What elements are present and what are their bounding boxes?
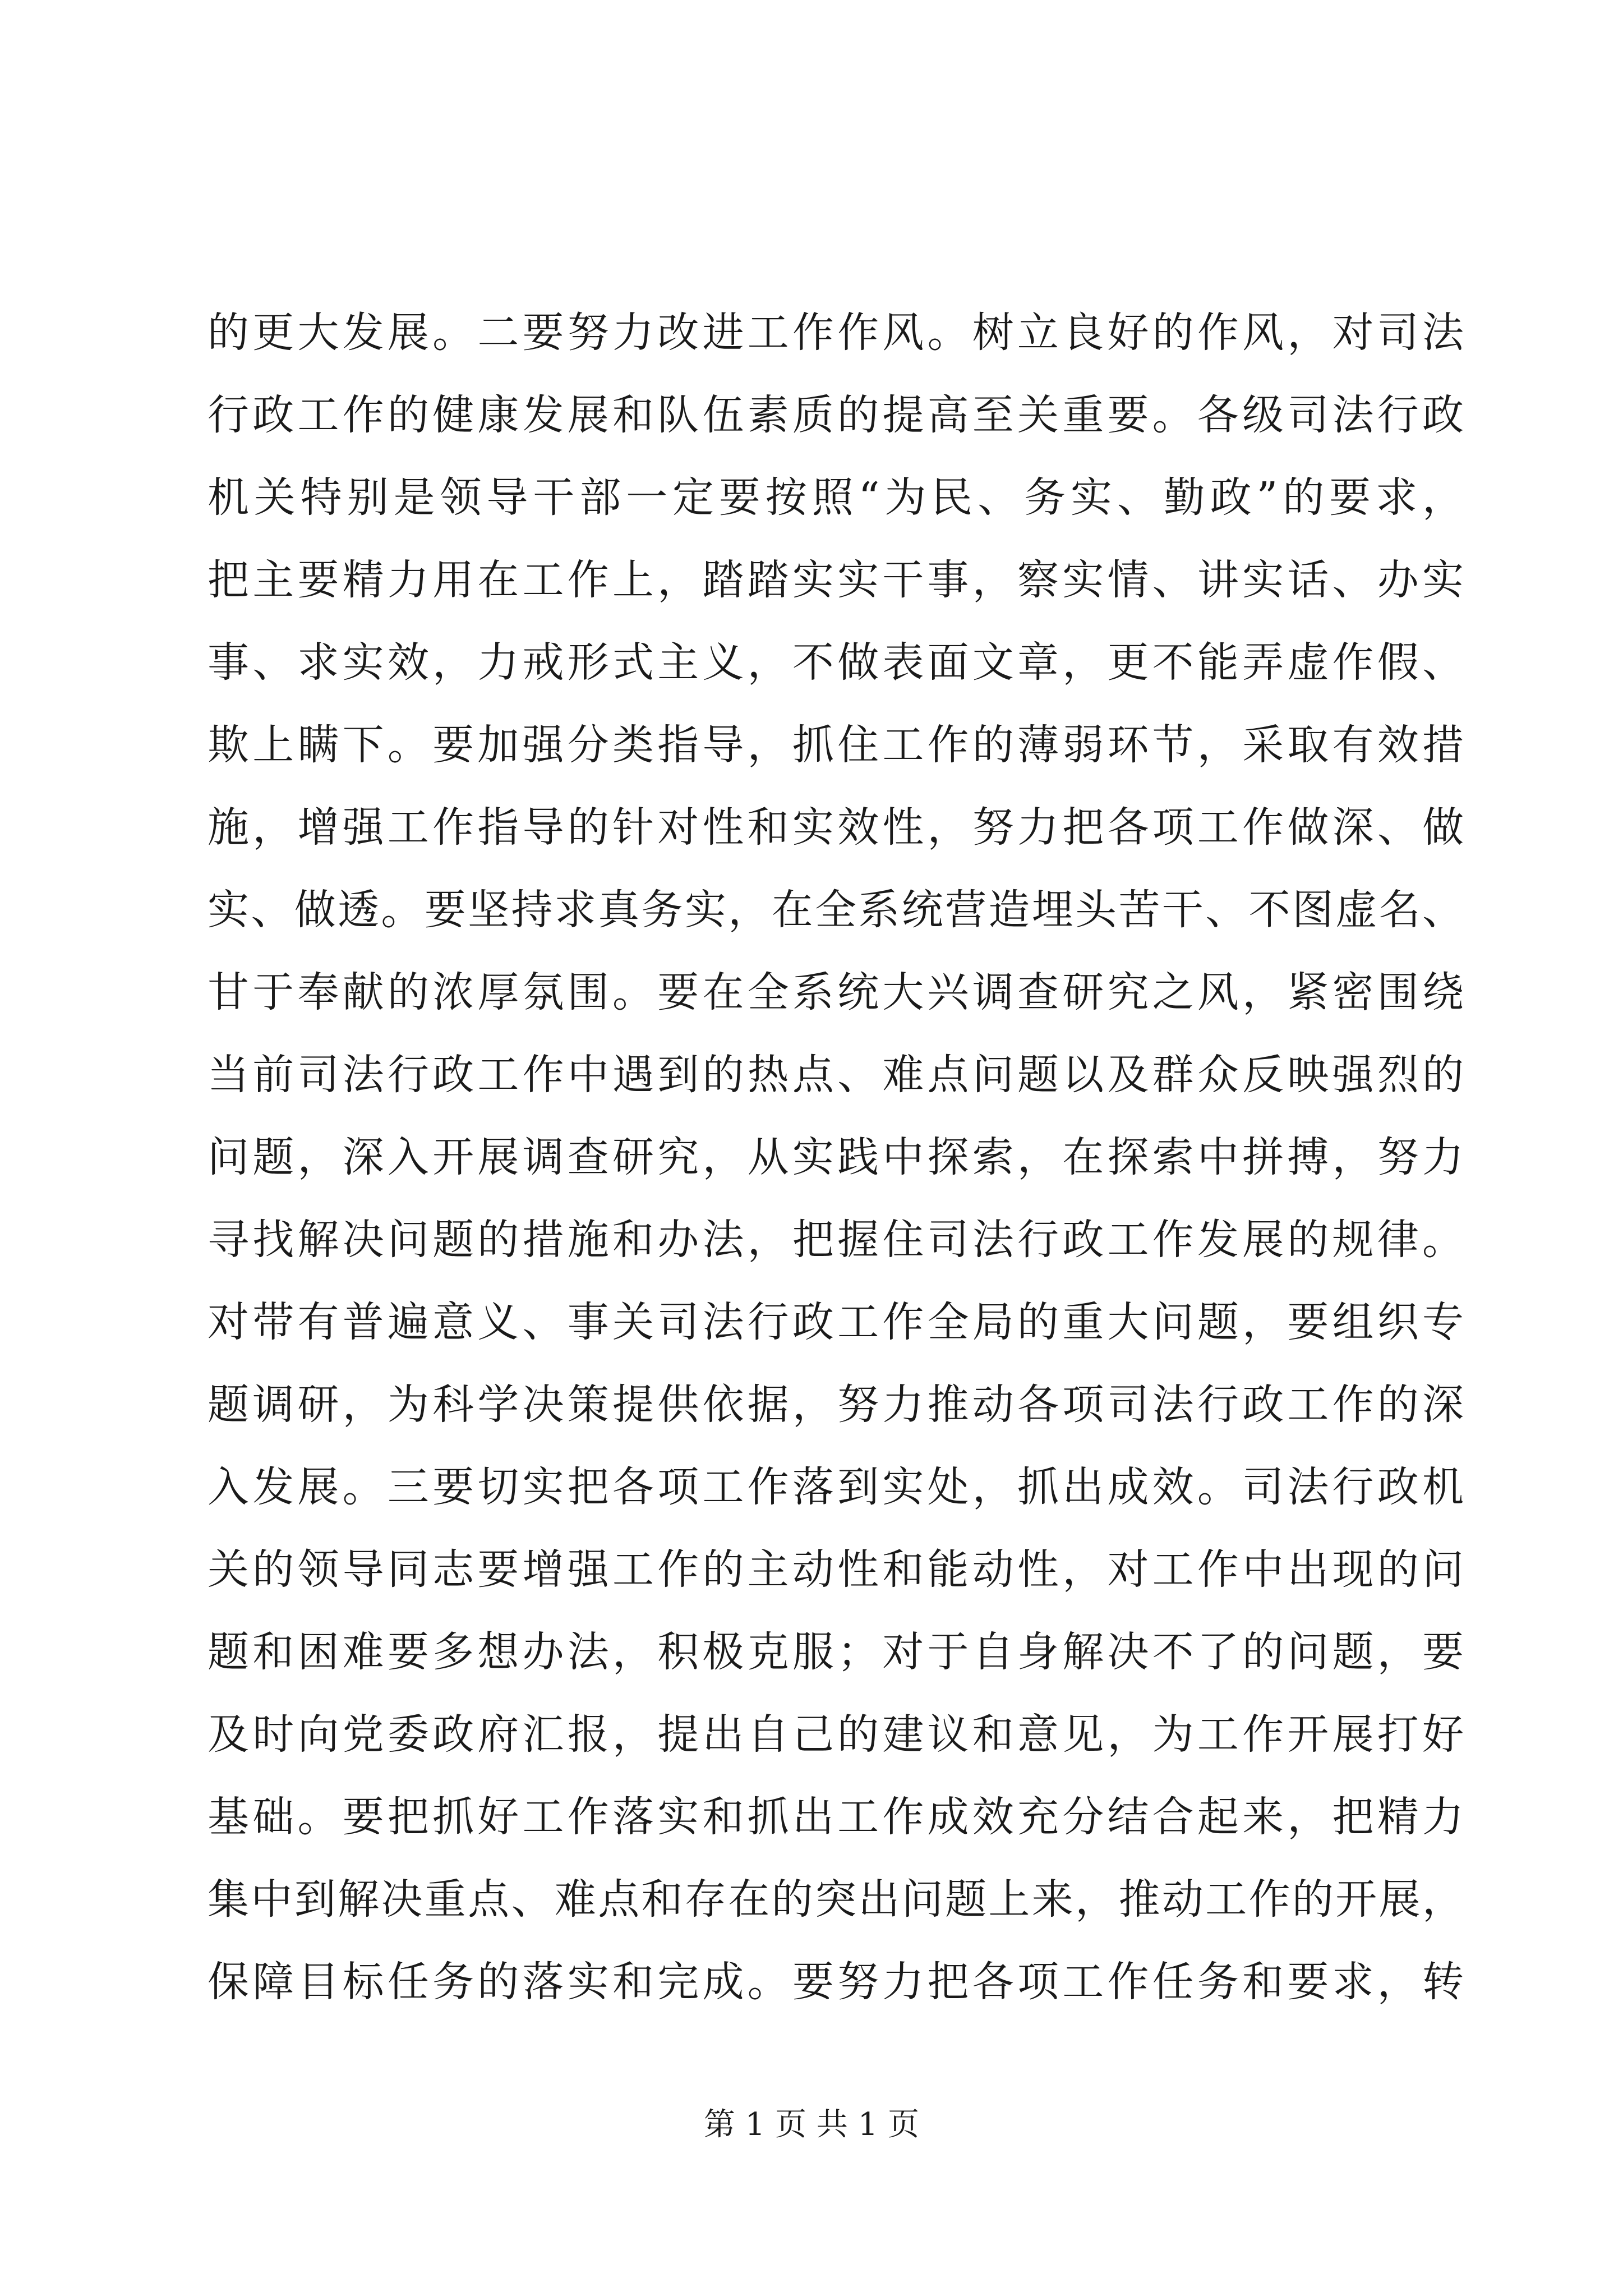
text-line: 题和困难要多想办法，积极克服；对于自身解决不了的问题，要 xyxy=(208,1628,1464,1676)
text-line: 及时向党委政府汇报，提出自己的建议和意见，为工作开展打好 xyxy=(208,1710,1464,1759)
text-line: 把主要精力用在工作上，踏踏实实干事，察实情、讲实话、办实 xyxy=(208,556,1464,604)
text-line: 基础。要把抓好工作落实和抓出工作成效充分结合起来，把精力 xyxy=(208,1793,1464,1841)
text-line: 保障目标任务的落实和完成。要努力把各项工作任务和要求，转 xyxy=(208,1958,1464,2006)
text-line: 甘于奉献的浓厚氛围。要在全系统大兴调查研究之风，紧密围绕 xyxy=(208,968,1464,1016)
text-line: 对带有普遍意义、事关司法行政工作全局的重大问题，要组织专 xyxy=(208,1298,1464,1346)
text-line: 的更大发展。二要努力改进工作作风。树立良好的作风，对司法 xyxy=(208,309,1464,357)
text-line: 机关特别是领导干部一定要按照“为民、务实、勤政”的要求， xyxy=(208,473,1464,522)
text-line: 关的领导同志要增强工作的主动性和能动性，对工作中出现的问 xyxy=(208,1545,1464,1594)
page-footer xyxy=(0,2102,1623,2147)
text-line: 实、做透。要坚持求真务实，在全系统营造埋头苦干、不图虚名、 xyxy=(208,886,1464,934)
text-line: 行政工作的健康发展和队伍素质的提高至关重要。各级司法行政 xyxy=(208,391,1464,439)
text-line: 题调研，为科学决策提供依据，努力推动各项司法行政工作的深 xyxy=(208,1381,1464,1429)
text-line: 当前司法行政工作中遇到的热点、难点问题以及群众反映强烈的 xyxy=(208,1051,1464,1099)
body-text xyxy=(208,292,1464,2023)
text-line: 施，增强工作指导的针对性和实效性，努力把各项工作做深、做 xyxy=(208,803,1464,852)
text-line: 寻找解决问题的措施和办法，把握住司法行政工作发展的规律。 xyxy=(208,1216,1464,1264)
text-line: 欺上瞒下。要加强分类指导，抓住工作的薄弱环节，采取有效措 xyxy=(208,721,1464,769)
text-line: 入发展。三要切实把各项工作落到实处，抓出成效。司法行政机 xyxy=(208,1463,1464,1511)
text-line: 事、求实效，力戒形式主义，不做表面文章，更不能弄虚作假、 xyxy=(208,638,1464,687)
text-line: 集中到解决重点、难点和存在的突出问题上来，推动工作的开展， xyxy=(208,1875,1464,1924)
page-number-label: 第 1 页 共 1 页 xyxy=(703,2106,920,2143)
text-line: 问题，深入开展调查研究，从实践中探索，在探索中拼搏，努力 xyxy=(208,1133,1464,1181)
